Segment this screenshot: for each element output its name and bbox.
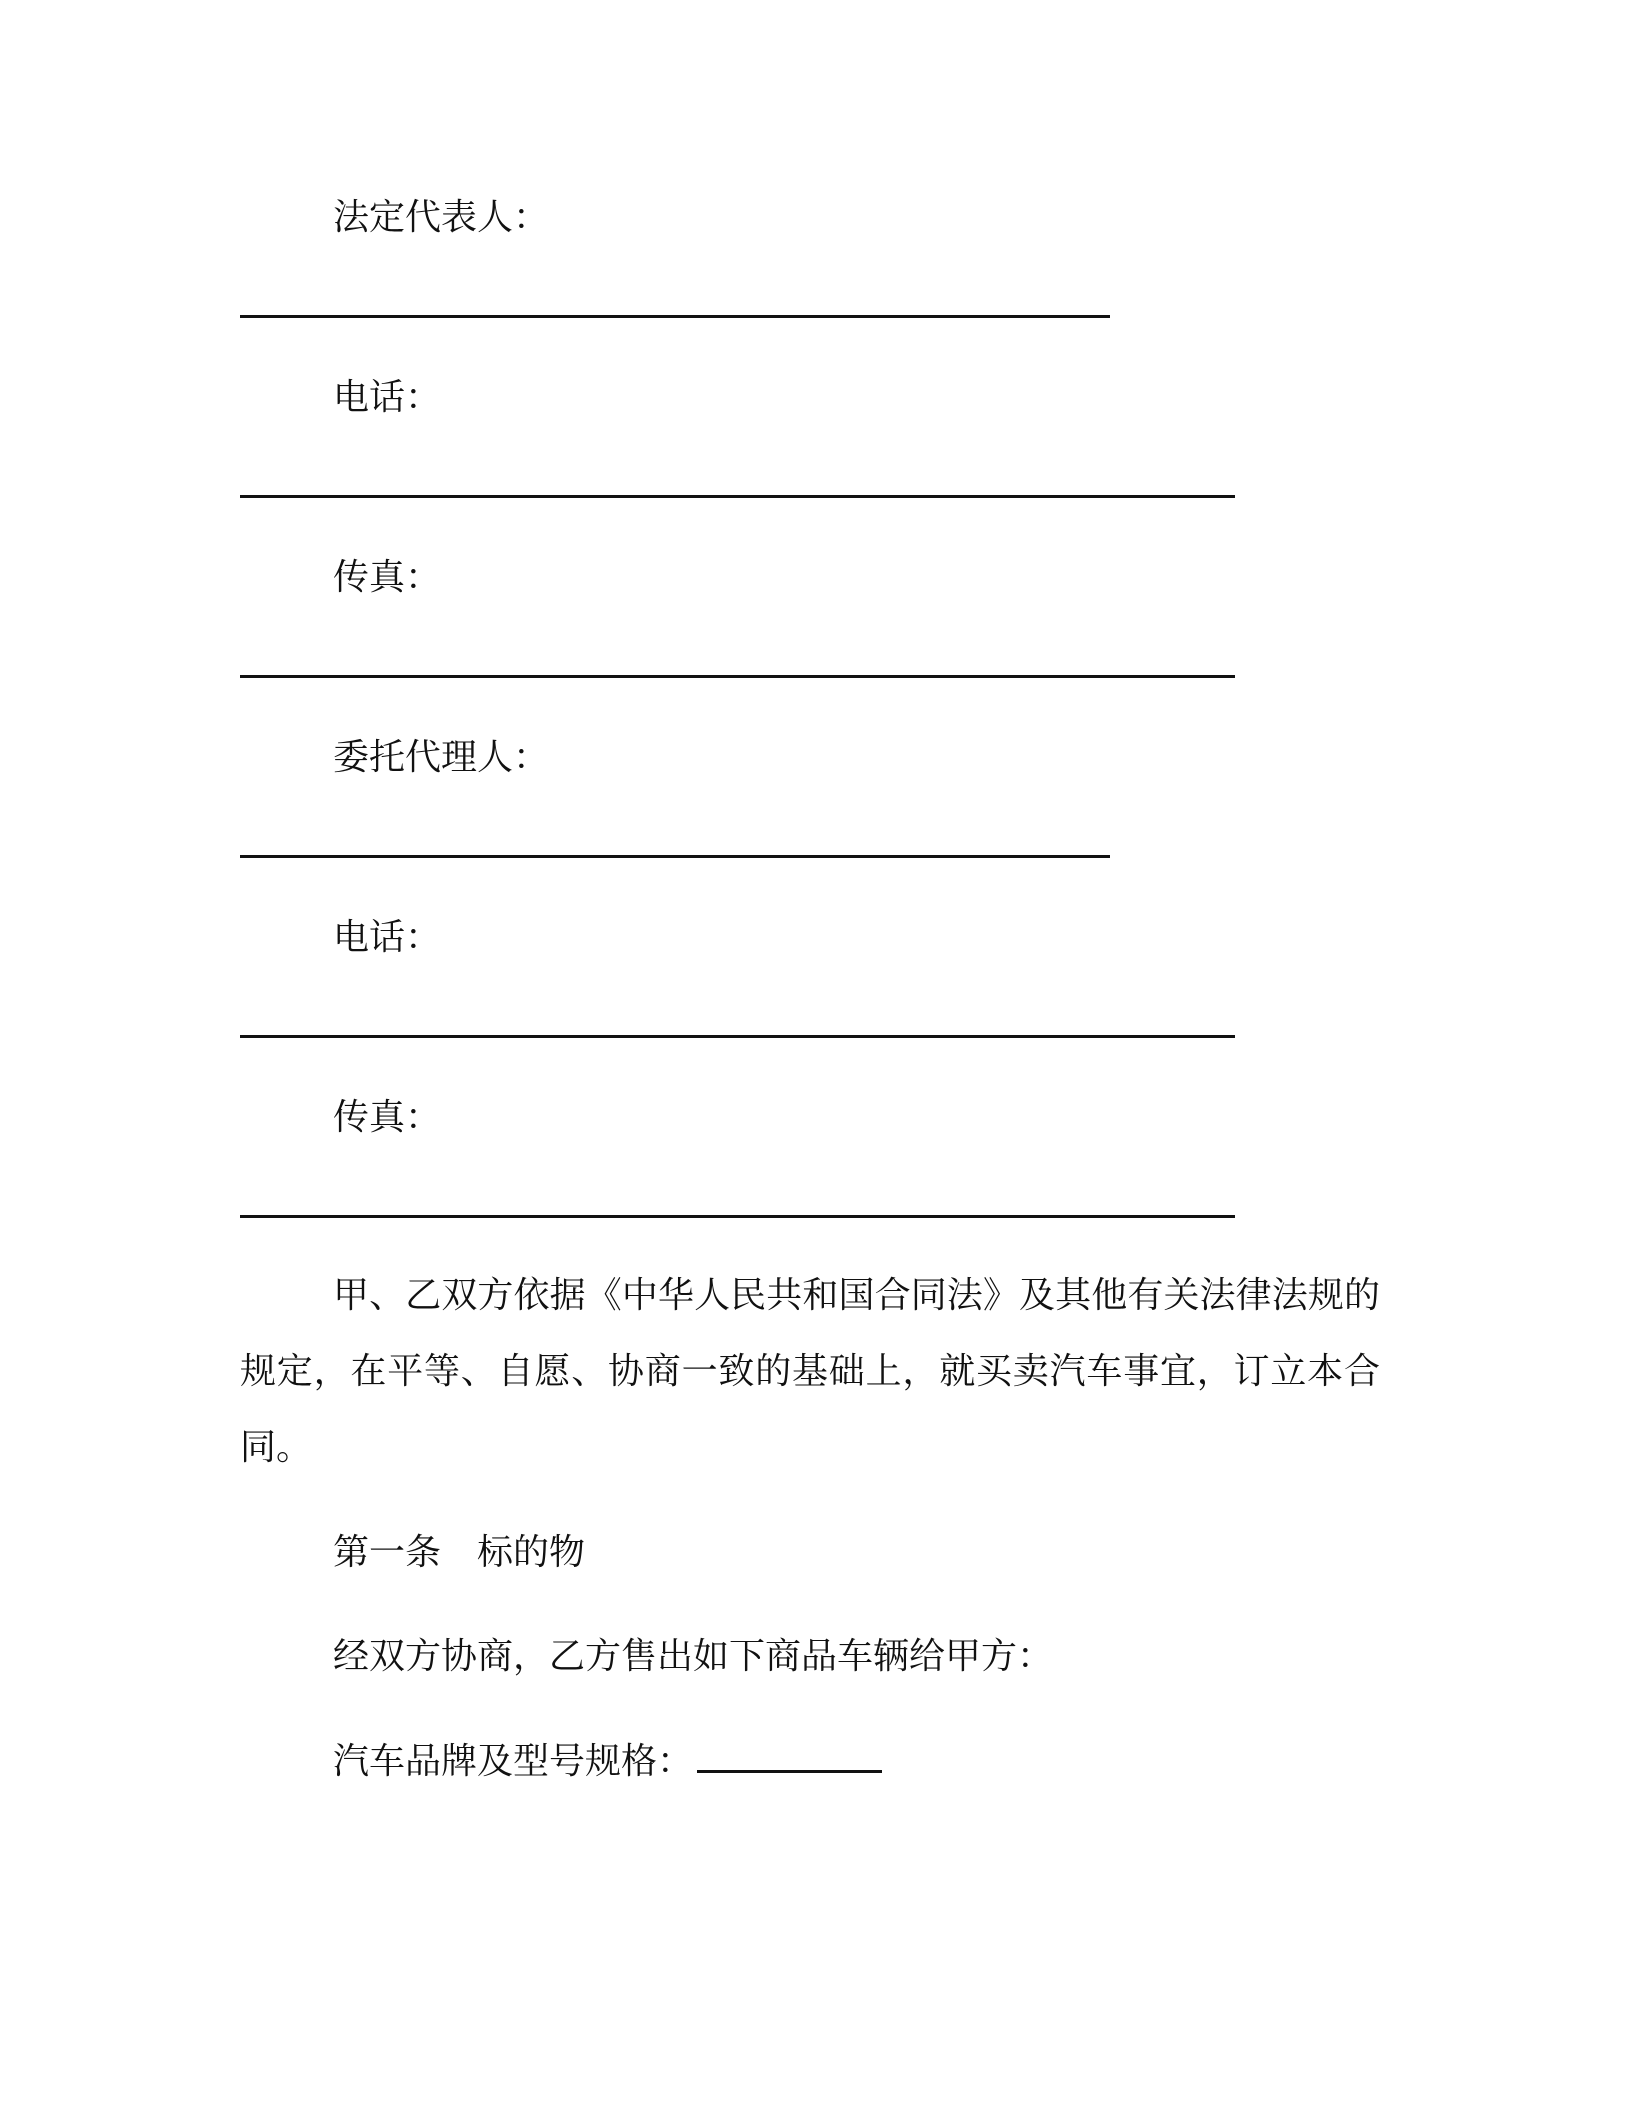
legal-representative-label: 法定代表人：	[333, 197, 550, 238]
car-brand-model-blank	[697, 1740, 882, 1773]
preamble-paragraph: 甲、乙双方依据《中华人民共和国合同法》及其他有关法律法规的规定，在平等、自愿、协商一致的基础上，就买卖汽车事宜，订立本合同。	[240, 1275, 1380, 1468]
agent-fax-label: 传真：	[333, 1097, 442, 1138]
agent-phone-label: 电话：	[333, 917, 442, 958]
agent-fax-blank-line	[240, 1215, 1235, 1218]
phone-blank-line	[240, 495, 1235, 498]
article-1-heading: 第一条 标的物	[333, 1532, 586, 1573]
fax-label: 传真：	[333, 557, 442, 598]
car-brand-model-row	[333, 1740, 882, 1782]
agent-phone-blank-line	[240, 1035, 1235, 1038]
article-1-intro: 经双方协商，乙方售出如下商品车辆给甲方：	[333, 1636, 1054, 1677]
car-brand-model-label: 汽车品牌及型号规格：	[333, 1741, 694, 1782]
authorized-agent-label: 委托代理人：	[333, 737, 550, 778]
phone-label: 电话：	[333, 377, 442, 418]
fax-blank-line	[240, 675, 1235, 678]
legal-representative-blank-line	[240, 315, 1110, 318]
authorized-agent-blank-line	[240, 855, 1110, 858]
